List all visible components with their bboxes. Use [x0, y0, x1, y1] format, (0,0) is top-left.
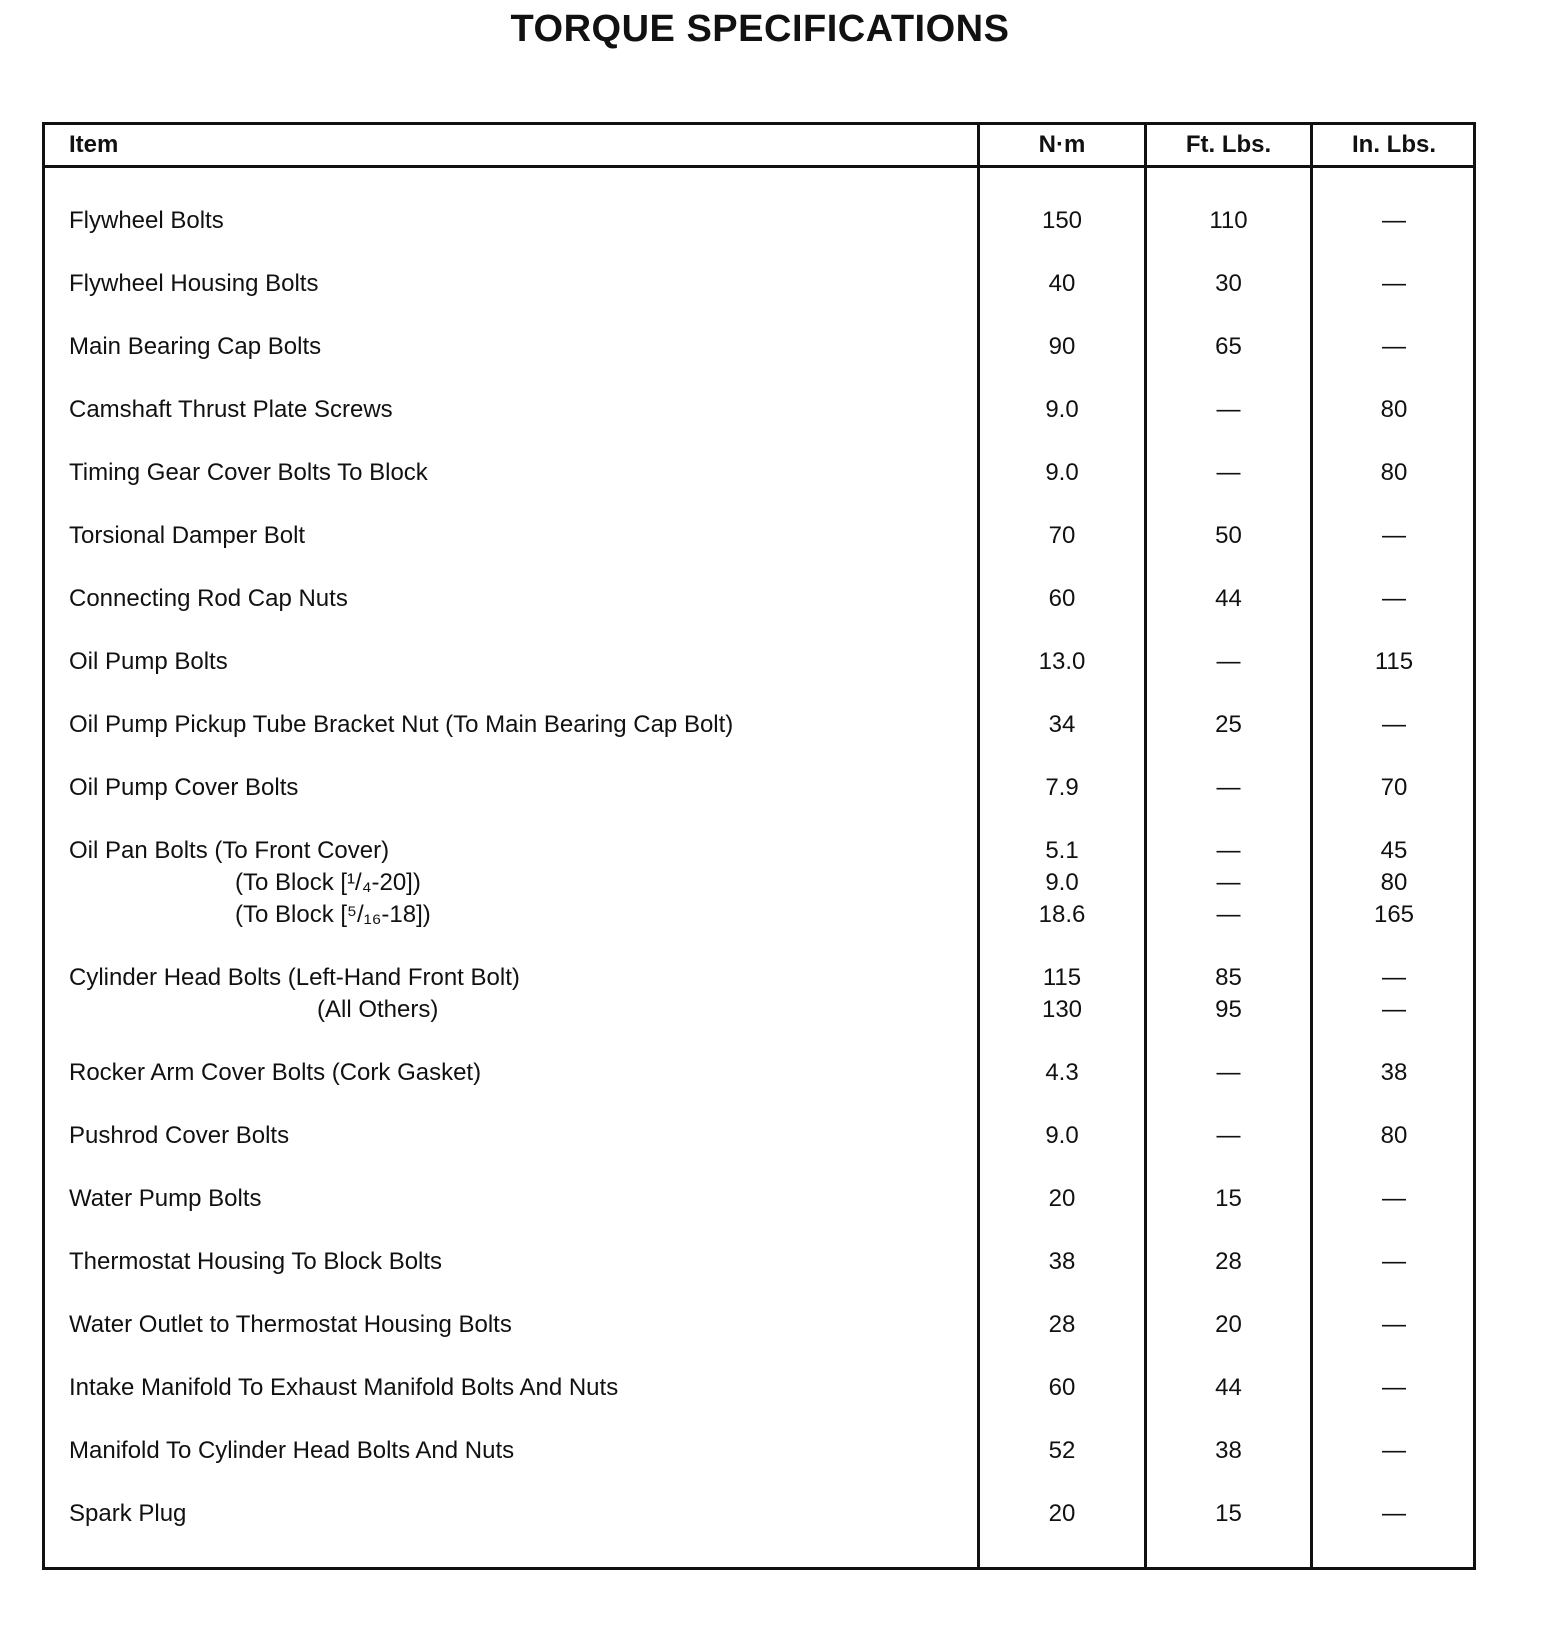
item-cell: Flywheel Housing Bolts [69, 270, 319, 297]
nm-cell: 18.6 [1038, 901, 1086, 928]
ft-lbs-cell: 38 [1215, 1437, 1242, 1464]
table-body [45, 205, 1473, 1561]
table-row-line [45, 1183, 1473, 1215]
ft-lbs-cell: 44 [1215, 585, 1242, 612]
in-lbs-cell: 115 [1374, 648, 1414, 675]
in-lbs-cell: — [1382, 1374, 1406, 1401]
item-cell: Oil Pump Bolts [69, 648, 228, 675]
ft-lbs-cell: — [1216, 459, 1241, 486]
column-header-item: Item [69, 131, 119, 158]
nm-cell: 9.0 [1045, 396, 1079, 423]
ft-lbs-cell: 110 [1209, 207, 1248, 234]
table-row-line [45, 457, 1473, 489]
nm-cell: 115 [1042, 964, 1082, 991]
item-cell: Pushrod Cover Bolts [69, 1122, 290, 1149]
table-row-line [45, 520, 1473, 552]
table-row [45, 1498, 1473, 1530]
table-row-line [45, 709, 1473, 741]
table-row-line [45, 1309, 1473, 1341]
nm-cell: 13.0 [1038, 648, 1086, 675]
nm-cell: 20 [1048, 1500, 1076, 1527]
in-lbs-cell: — [1382, 585, 1406, 612]
nm-cell: 4.3 [1045, 1059, 1079, 1086]
table-row-line [45, 583, 1473, 615]
table-row [45, 646, 1473, 678]
column-header-nm: N·m [1038, 131, 1086, 158]
table-row-line [45, 1246, 1473, 1278]
in-lbs-cell: — [1382, 270, 1406, 297]
table-row-line [45, 899, 1473, 931]
item-cell: Flywheel Bolts [69, 207, 224, 234]
ft-lbs-cell: 28 [1215, 1248, 1242, 1275]
nm-cell: 150 [1041, 207, 1083, 234]
in-lbs-cell: 80 [1380, 869, 1408, 896]
table-row [45, 1246, 1473, 1278]
item-cell: Cylinder Head Bolts (Left-Hand Front Bolt) [69, 964, 520, 991]
in-lbs-cell: — [1382, 1437, 1406, 1464]
ft-lbs-cell: 20 [1215, 1311, 1242, 1338]
table-row-line [45, 646, 1473, 678]
ft-lbs-cell: 85 [1215, 964, 1242, 991]
nm-cell: 70 [1048, 522, 1076, 549]
table-header-row [45, 125, 1473, 168]
nm-cell: 7.9 [1045, 774, 1079, 801]
in-lbs-cell: — [1382, 1311, 1406, 1338]
item-cell: Torsional Damper Bolt [69, 522, 306, 549]
ft-lbs-cell: 65 [1215, 333, 1242, 360]
in-lbs-cell: 70 [1380, 774, 1408, 801]
table-row [45, 394, 1473, 426]
nm-cell: 34 [1048, 711, 1076, 738]
in-lbs-cell: — [1382, 964, 1406, 991]
table-row-line [45, 867, 1473, 899]
table-row [45, 1372, 1473, 1404]
item-cell: (To Block [⁵/₁₆-18]) [235, 901, 431, 928]
ft-lbs-cell: — [1216, 396, 1241, 423]
nm-cell: 130 [1041, 996, 1083, 1023]
in-lbs-cell: 38 [1380, 1059, 1408, 1086]
nm-cell: 9.0 [1045, 869, 1079, 896]
item-cell: (To Block [¹/₄-20]) [235, 869, 421, 896]
ft-lbs-cell: — [1216, 837, 1241, 864]
table-row-line [45, 268, 1473, 300]
item-cell: Oil Pan Bolts (To Front Cover) [69, 837, 390, 864]
table-row [45, 1183, 1473, 1215]
ft-lbs-cell: — [1216, 774, 1241, 801]
ft-lbs-cell: 95 [1215, 996, 1242, 1023]
column-header-in-lbs: In. Lbs. [1352, 131, 1436, 158]
table-row-line [45, 1435, 1473, 1467]
table-row-line [45, 835, 1473, 867]
nm-cell: 52 [1048, 1437, 1076, 1464]
item-cell: Water Pump Bolts [69, 1185, 262, 1212]
ft-lbs-cell: 50 [1215, 522, 1242, 549]
table-row [45, 457, 1473, 489]
nm-cell: 40 [1048, 270, 1076, 297]
nm-cell: 90 [1048, 333, 1076, 360]
table-row-line [45, 1498, 1473, 1530]
in-lbs-cell: — [1382, 1500, 1406, 1527]
in-lbs-cell: 165 [1373, 901, 1415, 928]
ft-lbs-cell: 15 [1215, 1500, 1242, 1527]
page-title: TORQUE SPECIFICATIONS [510, 8, 1010, 50]
ft-lbs-cell: 44 [1215, 1374, 1242, 1401]
item-cell: Oil Pump Cover Bolts [69, 774, 299, 801]
ft-lbs-cell: — [1216, 1122, 1241, 1149]
in-lbs-cell: — [1382, 522, 1406, 549]
in-lbs-cell: — [1382, 1248, 1406, 1275]
table-row-line [45, 205, 1473, 237]
item-cell: Timing Gear Cover Bolts To Block [69, 459, 428, 486]
in-lbs-cell: 80 [1380, 459, 1408, 486]
table-row-line [45, 1057, 1473, 1089]
table-row [45, 1120, 1473, 1152]
table-row-line [45, 1120, 1473, 1152]
in-lbs-cell: 45 [1380, 837, 1408, 864]
table-row-line [45, 331, 1473, 363]
table-row [45, 205, 1473, 237]
nm-cell: 20 [1048, 1185, 1076, 1212]
table-row [45, 520, 1473, 552]
item-cell: Thermostat Housing To Block Bolts [69, 1248, 443, 1275]
in-lbs-cell: 80 [1380, 396, 1408, 423]
in-lbs-cell: 80 [1380, 1122, 1408, 1149]
nm-cell: 38 [1048, 1248, 1076, 1275]
item-cell: Oil Pump Pickup Tube Bracket Nut (To Main Bearing Cap Bolt) [69, 711, 734, 738]
nm-cell: 60 [1048, 1374, 1076, 1401]
table-row [45, 709, 1473, 741]
table-row-line [45, 962, 1473, 994]
in-lbs-cell: — [1382, 996, 1406, 1023]
table-row [45, 1057, 1473, 1089]
item-cell: (All Others) [317, 996, 439, 1023]
ft-lbs-cell: — [1216, 1059, 1241, 1086]
table-row [45, 772, 1473, 804]
table-row [45, 331, 1473, 363]
table-row [45, 583, 1473, 615]
table-row [45, 835, 1473, 931]
item-cell: Manifold To Cylinder Head Bolts And Nuts [69, 1437, 515, 1464]
ft-lbs-cell: 25 [1215, 711, 1242, 738]
nm-cell: 60 [1048, 585, 1076, 612]
in-lbs-cell: — [1382, 207, 1406, 234]
table-row-line [45, 394, 1473, 426]
nm-cell: 9.0 [1045, 459, 1079, 486]
table-row [45, 1309, 1473, 1341]
item-cell: Water Outlet to Thermostat Housing Bolts [69, 1311, 512, 1338]
in-lbs-cell: — [1382, 1185, 1406, 1212]
ft-lbs-cell: — [1216, 869, 1241, 896]
table-row-line [45, 772, 1473, 804]
ft-lbs-cell: 30 [1215, 270, 1242, 297]
item-cell: Connecting Rod Cap Nuts [69, 585, 348, 612]
in-lbs-cell: — [1382, 711, 1406, 738]
torque-spec-table [42, 122, 1476, 1570]
in-lbs-cell: — [1382, 333, 1406, 360]
item-cell: Spark Plug [69, 1500, 187, 1527]
table-row [45, 1435, 1473, 1467]
table-row-line [45, 1372, 1473, 1404]
item-cell: Intake Manifold To Exhaust Manifold Bolts And Nuts [69, 1374, 619, 1401]
item-cell: Camshaft Thrust Plate Screws [69, 396, 393, 423]
item-cell: Main Bearing Cap Bolts [69, 333, 322, 360]
column-header-ft-lbs: Ft. Lbs. [1185, 131, 1272, 158]
table-row [45, 268, 1473, 300]
ft-lbs-cell: — [1216, 648, 1241, 675]
nm-cell: 9.0 [1045, 1122, 1079, 1149]
nm-cell: 5.1 [1045, 837, 1079, 864]
item-cell: Rocker Arm Cover Bolts (Cork Gasket) [69, 1059, 482, 1086]
ft-lbs-cell: — [1216, 901, 1241, 928]
nm-cell: 28 [1048, 1311, 1076, 1338]
table-row [45, 962, 1473, 1026]
table-row-line [45, 994, 1473, 1026]
ft-lbs-cell: 15 [1215, 1185, 1242, 1212]
